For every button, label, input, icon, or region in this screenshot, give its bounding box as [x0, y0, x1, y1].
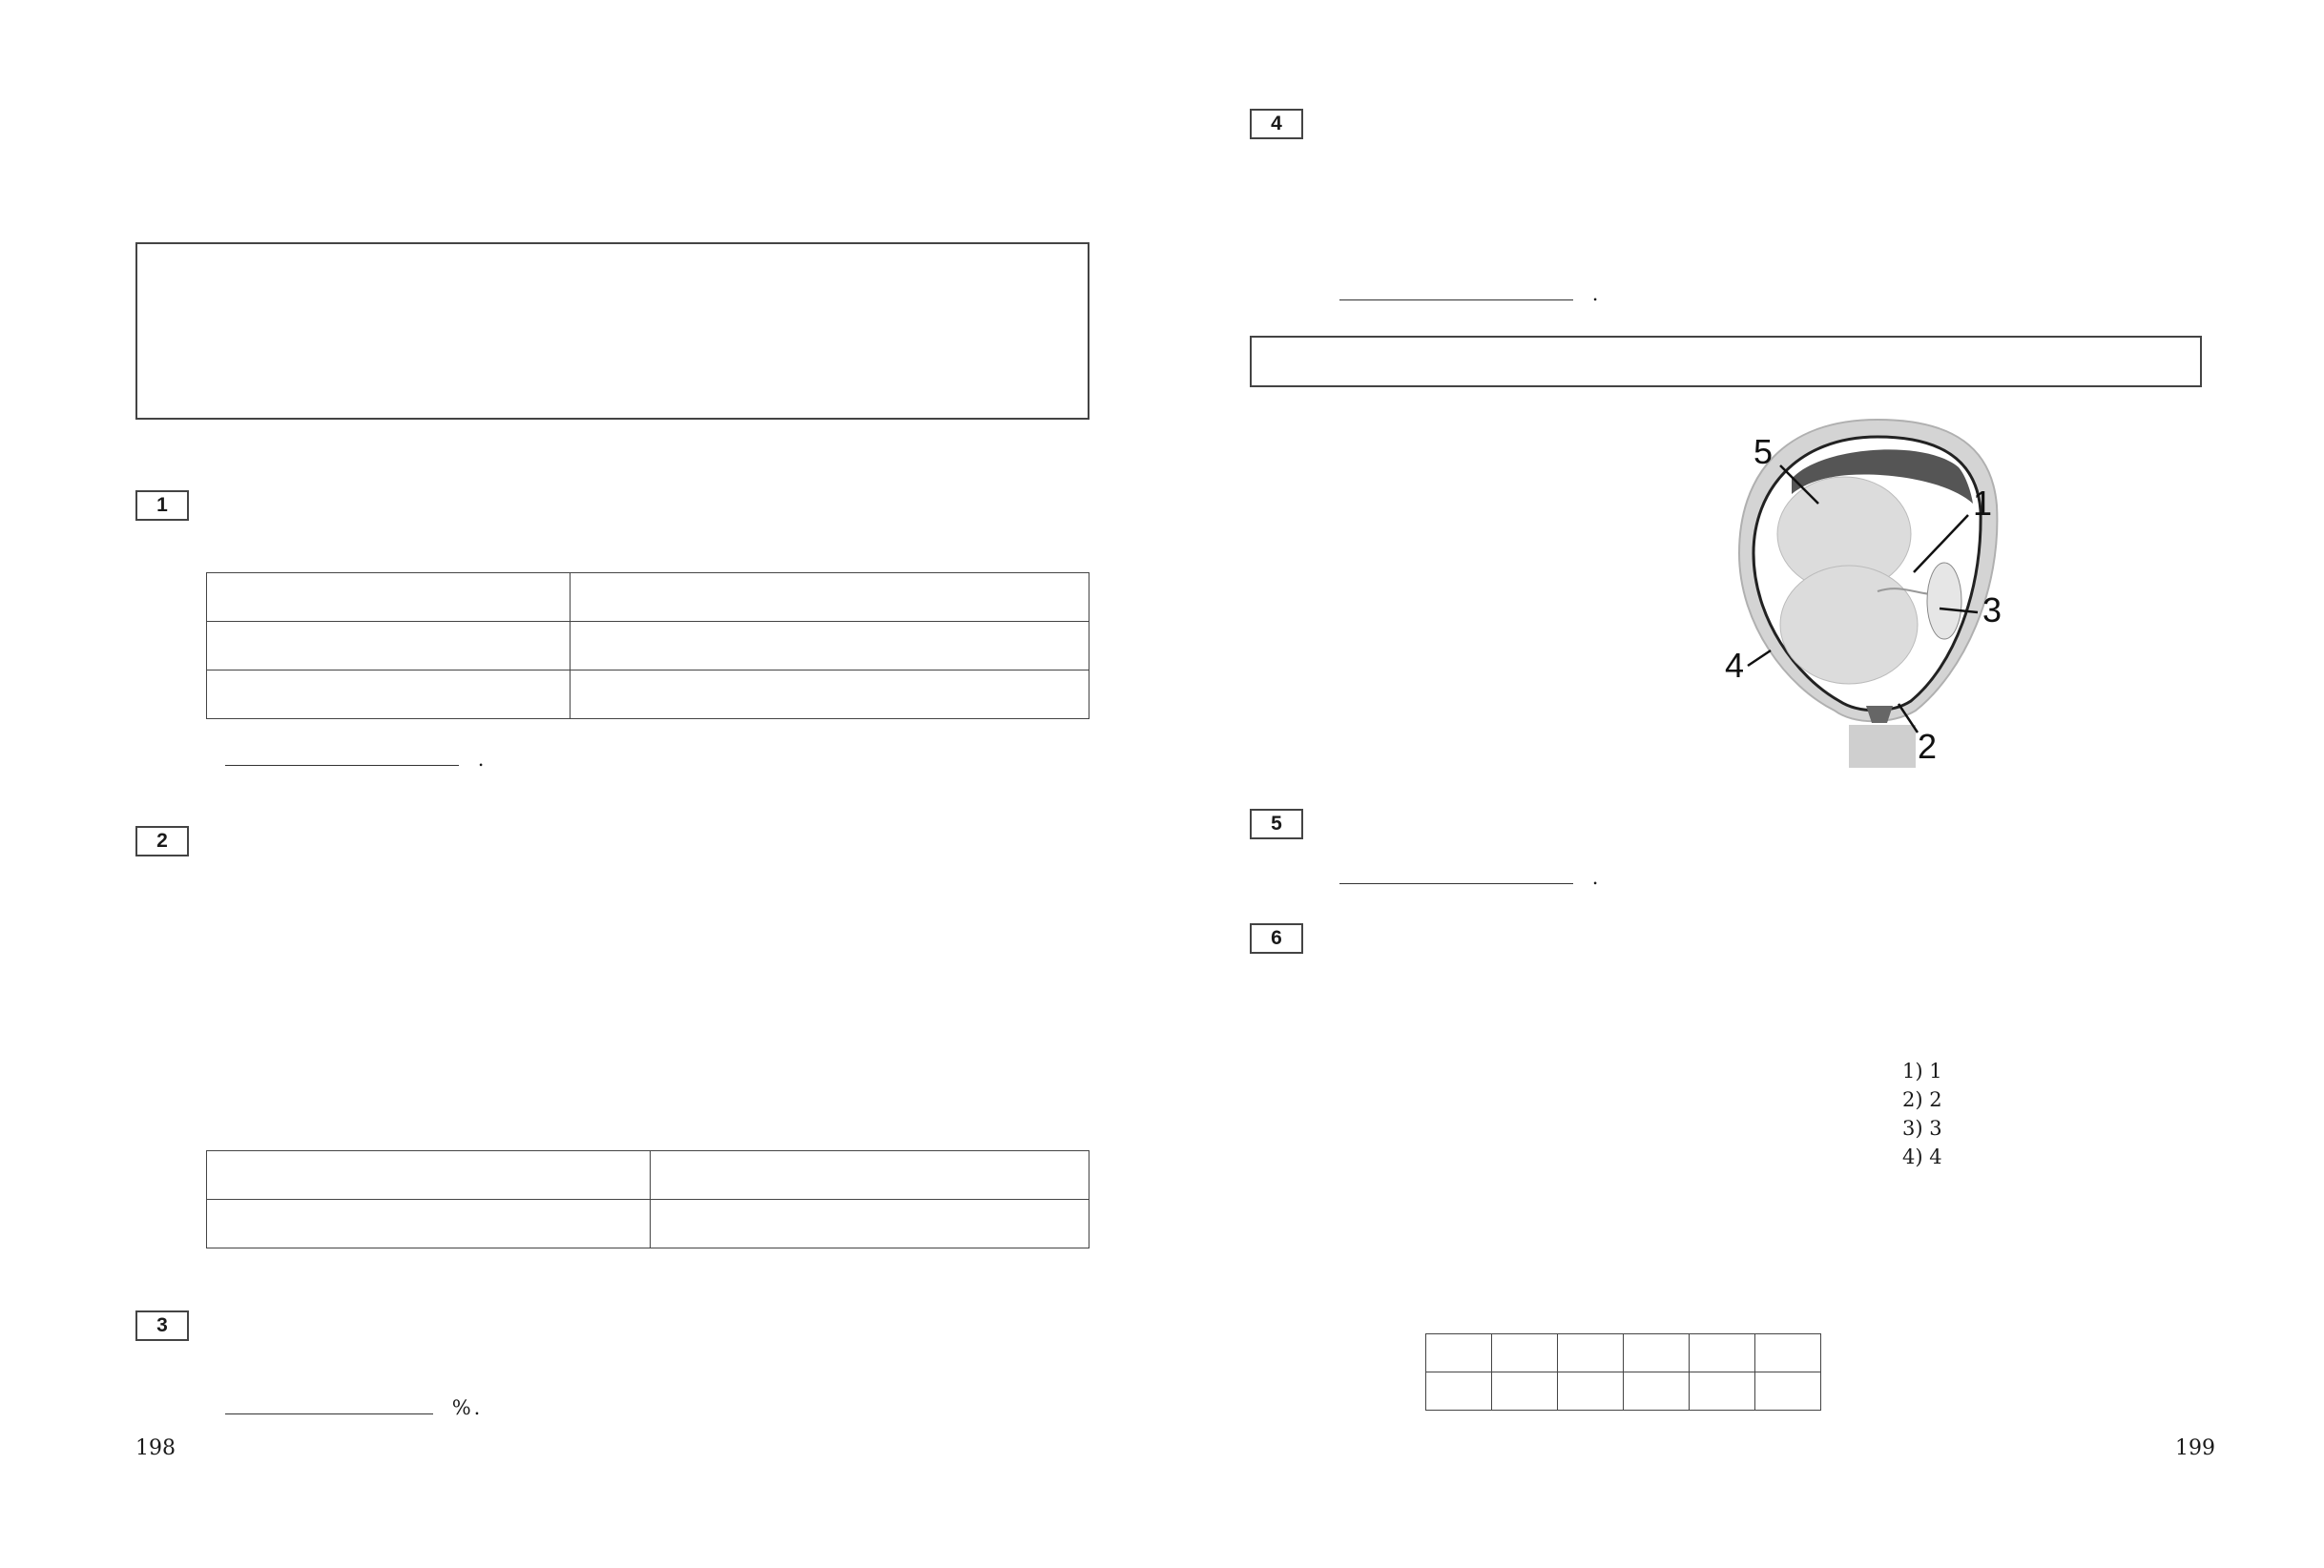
grid-header [1426, 1334, 1492, 1372]
grid-cell[interactable] [1426, 1372, 1492, 1411]
grid-header [1558, 1334, 1624, 1372]
question-number: 3 [135, 1310, 189, 1341]
answer-suffix: . [1591, 282, 1602, 305]
grid-header [1690, 1334, 1755, 1372]
grid-cell[interactable] [1624, 1372, 1690, 1411]
figure-label: 4 [1725, 646, 1745, 685]
grid-cell[interactable] [1558, 1372, 1624, 1411]
answer-table [206, 1150, 1089, 1248]
page-number: 199 [2175, 1436, 2215, 1460]
answer-row [1322, 280, 1601, 305]
answer-cell[interactable] [207, 1200, 651, 1248]
answer-line[interactable] [1339, 864, 1573, 884]
grid-header [1755, 1334, 1821, 1372]
page-number: 198 [135, 1436, 176, 1460]
figure-label: 1 [1973, 484, 1993, 523]
question-number: 6 [1250, 923, 1303, 954]
pointer-line [1748, 650, 1771, 666]
embryo-figure [1563, 401, 2002, 766]
answer-line[interactable] [225, 1394, 433, 1414]
grid-cell[interactable] [1755, 1372, 1821, 1411]
table-cell [207, 622, 571, 671]
answer-suffix: %. [451, 1396, 484, 1419]
question-number: 1 [135, 490, 189, 521]
answer-row [208, 1394, 483, 1419]
figure-label: 2 [1918, 727, 1938, 766]
answer-suffix: . [1591, 866, 1602, 889]
answer-line[interactable] [1339, 280, 1573, 300]
answer-row [208, 746, 487, 771]
answer-grid [1425, 1333, 1821, 1411]
figure-instruction-box [1250, 336, 2202, 387]
table-header [571, 573, 1089, 622]
placenta-detail [1927, 563, 1961, 639]
table-header [651, 1151, 1089, 1200]
grid-header [1624, 1334, 1690, 1372]
grid-cell[interactable] [1492, 1372, 1558, 1411]
methods-table [206, 572, 1089, 719]
answer-line[interactable] [225, 746, 459, 766]
question-number: 5 [1250, 809, 1303, 839]
table-cell [571, 671, 1089, 719]
structure-item: 3) 3 [1902, 1117, 1942, 1140]
table-cell [207, 671, 571, 719]
right-page [1162, 0, 2324, 1568]
figure-label: 5 [1753, 432, 1774, 471]
table-header [207, 1151, 651, 1200]
answer-cell[interactable] [651, 1200, 1089, 1248]
grid-cell[interactable] [1690, 1372, 1755, 1411]
grid-header [1492, 1334, 1558, 1372]
structure-item: 1) 1 [1902, 1060, 1942, 1083]
question-number: 2 [135, 826, 189, 856]
structure-item: 2) 2 [1902, 1088, 1942, 1111]
table-cell [571, 622, 1089, 671]
question-number: 4 [1250, 109, 1303, 139]
structure-item: 4) 4 [1902, 1145, 1942, 1168]
umbilical-stalk [1849, 725, 1916, 768]
figure-label: 3 [1982, 590, 2002, 629]
answer-suffix: . [477, 748, 488, 771]
table-header [207, 573, 571, 622]
answer-row [1322, 864, 1601, 889]
instructions-box [135, 242, 1089, 420]
embryo-body [1780, 566, 1918, 684]
